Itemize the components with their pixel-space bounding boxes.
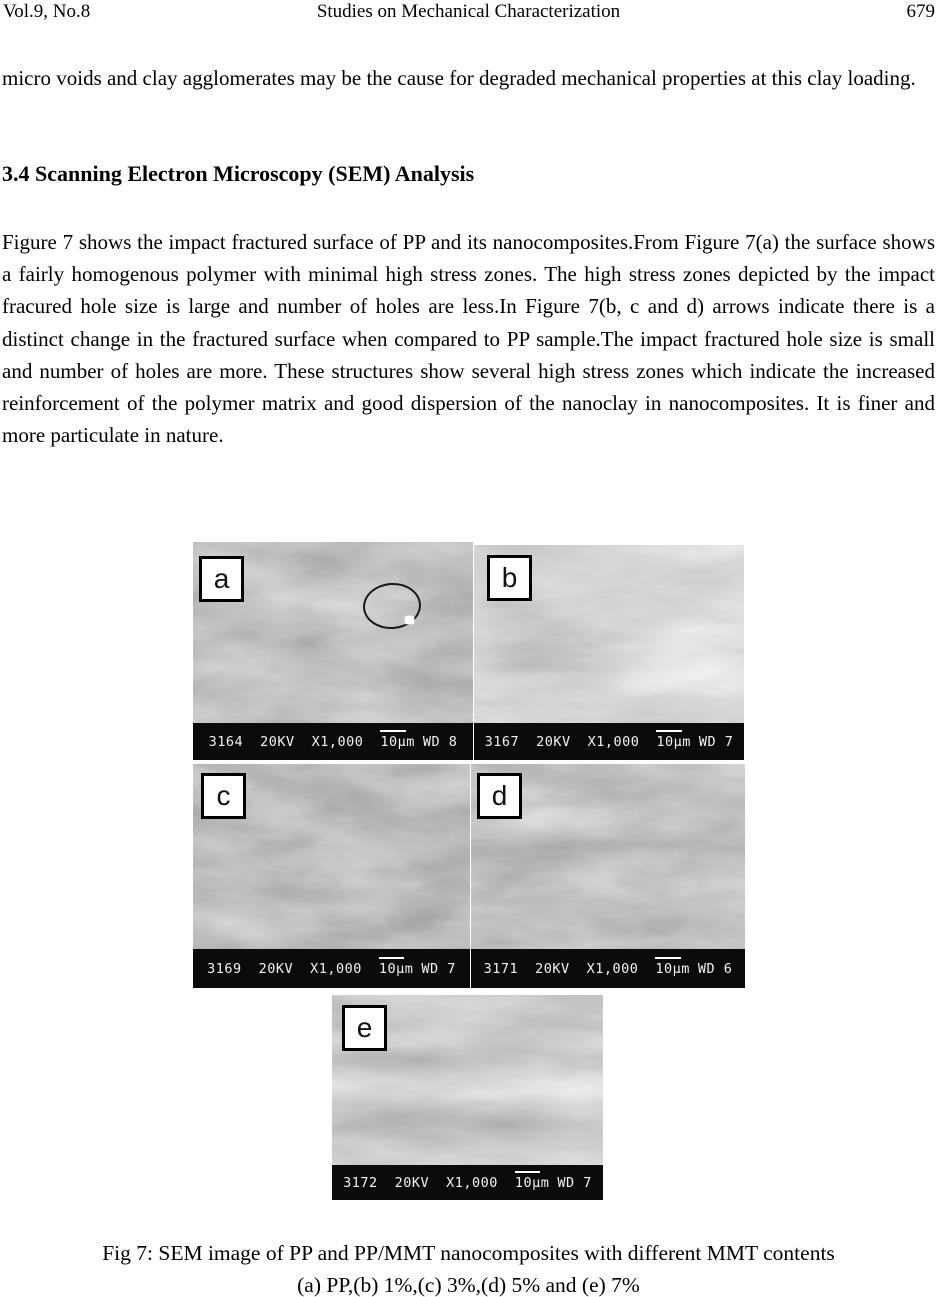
volume-issue: Vol.9, No.8 (3, 1, 91, 22)
sem-info-bar-e (332, 1165, 603, 1200)
accelerating-voltage: 20KV (535, 960, 570, 977)
working-distance: WD 7 (698, 733, 734, 750)
figure-caption (0, 1237, 937, 1297)
panel-letter-a: a (213, 563, 230, 594)
scale-bar-label: 10μm (655, 960, 690, 977)
magnification: X1,000 (587, 733, 640, 750)
working-distance: WD 7 (421, 960, 456, 977)
section-heading-3-4: 3.4 Scanning Electron Microscopy (SEM) Analysis (2, 161, 475, 186)
accelerating-voltage: 20KV (394, 1174, 430, 1191)
sem-panel-b (474, 545, 744, 760)
sem-info-bar-a (193, 723, 473, 760)
magnification: X1,000 (311, 733, 364, 750)
bright-particle-highlight (405, 616, 414, 624)
scale-bar-label: 10μm (380, 733, 415, 750)
magnification: X1,000 (446, 1174, 498, 1191)
running-title: Studies on Mechanical Characterization (316, 1, 621, 22)
photo-number: 3172 (343, 1174, 378, 1191)
figure-caption-line1: Fig 7: SEM image of PP and PP/MMT nanocomposites with different MMT contents (102, 1241, 835, 1265)
panel-label-box-c (201, 773, 246, 819)
sem-info-bar-d (471, 949, 745, 988)
panel-label-box-b (487, 555, 532, 601)
sem-panel-c (193, 764, 470, 988)
sem-panel-a (193, 542, 473, 760)
scale-bar-label: 10μm (378, 960, 414, 977)
panel-letter-d: d (491, 780, 508, 811)
panel-letter-c: c (216, 780, 231, 811)
photo-number: 3171 (483, 960, 519, 977)
sem-info-bar-b (474, 723, 744, 760)
photo-number: 3169 (207, 960, 242, 977)
panel-label-box-e (342, 1005, 387, 1051)
sem-panel-e (332, 995, 603, 1200)
photo-number: 3167 (484, 733, 520, 750)
working-distance: WD 6 (697, 960, 733, 977)
figure-caption-line2: (a) PP,(b) 1%,(c) 3%,(d) 5% and (e) 7% (297, 1273, 640, 1297)
scale-bar-label: 10μm (656, 733, 691, 750)
photo-number: 3164 (208, 733, 244, 750)
panel-letter-b: b (501, 562, 518, 593)
accelerating-voltage: 20KV (536, 733, 571, 750)
panel-label-box-a (199, 556, 244, 602)
panel-letter-e: e (356, 1012, 373, 1043)
accelerating-voltage: 20KV (260, 733, 295, 750)
sem-panel-d (471, 764, 745, 988)
page-number: 679 (906, 1, 935, 22)
working-distance: WD 7 (557, 1174, 592, 1191)
magnification: X1,000 (310, 960, 362, 977)
sem-info-bar-c (193, 949, 470, 988)
scale-bar-label: 10μm (514, 1174, 550, 1191)
panel-label-box-d (477, 773, 522, 819)
magnification: X1,000 (586, 960, 639, 977)
working-distance: WD 8 (422, 733, 458, 750)
sem-analysis-paragraph: Figure 7 shows the impact fractured surface of PP and its nanocomposites.From Figure 7(a) the surface shows a fairly homogenous polymer with minimal high stress zones. The high stress zones depicted by the impact fracured hole size is large and number of holes are less.In Figure 7(b, c and d) arrows indicate there is a distinct change in the fractured surface when compared to PP sample.The impact fractured hole size is small and number of holes are more. These structures show several high stress zones which indicate the increased reinforcement of the polymer matrix and good dispersion of the nanoclay in nanocomposites. It is finer and more particulate in nature. (2, 230, 935, 448)
accelerating-voltage: 20KV (258, 960, 294, 977)
page-header (0, 0, 937, 24)
intro-paragraph: micro voids and clay agglomerates may be the cause for degraded mechanical properties at this clay loading. (2, 66, 916, 90)
